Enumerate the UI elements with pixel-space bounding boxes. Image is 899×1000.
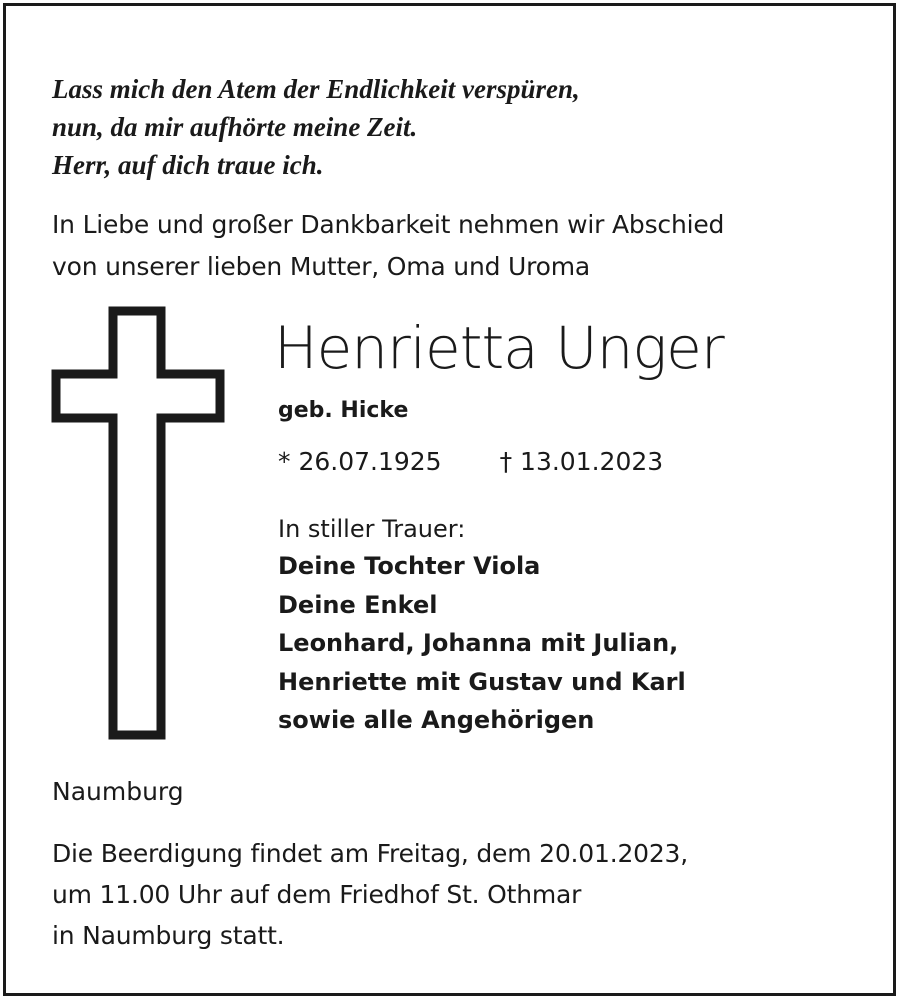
- place-name: Naumburg: [52, 777, 184, 806]
- mourner-line: Leonhard, Johanna mit Julian,: [278, 629, 679, 657]
- intro-line: In Liebe und großer Dankbarkeit nehmen wir Abschied: [52, 210, 725, 239]
- funeral-details: [52, 833, 688, 956]
- farewell-intro: [52, 204, 724, 288]
- verse-line: Herr, auf dich traue ich.: [52, 150, 324, 180]
- deceased-name: Henrietta Unger: [274, 314, 724, 382]
- mourners-label: In stiller Trauer:: [278, 515, 466, 543]
- mourner-line: Deine Enkel: [278, 590, 438, 619]
- death-date: † 13.01.2023: [499, 447, 664, 476]
- cross-icon: [51, 306, 225, 740]
- mourner-line: Deine Tochter Viola: [278, 552, 541, 580]
- verse-quote: [52, 70, 580, 184]
- funeral-line: um 11.00 Uhr auf dem Friedhof St. Othmar: [52, 880, 582, 909]
- obituary-notice: [3, 3, 896, 996]
- intro-line: von unserer lieben Mutter, Oma und Uroma: [52, 252, 590, 281]
- maiden-name: geb. Hicke: [278, 398, 409, 423]
- verse-line: Lass mich den Atem der Endlichkeit verspüren,: [52, 74, 580, 104]
- mourner-line: sowie alle Angehörigen: [278, 706, 595, 734]
- verse-line: nun, da mir aufhörte meine Zeit.: [52, 112, 418, 142]
- mourners-list: [278, 547, 686, 740]
- funeral-line: Die Beerdigung findet am Freitag, dem 20.01.2023,: [52, 839, 689, 868]
- mourner-line: Henriette mit Gustav und Karl: [278, 667, 686, 696]
- funeral-line: in Naumburg statt.: [52, 921, 285, 950]
- life-dates: [278, 442, 663, 482]
- birth-date: * 26.07.1925: [278, 447, 442, 476]
